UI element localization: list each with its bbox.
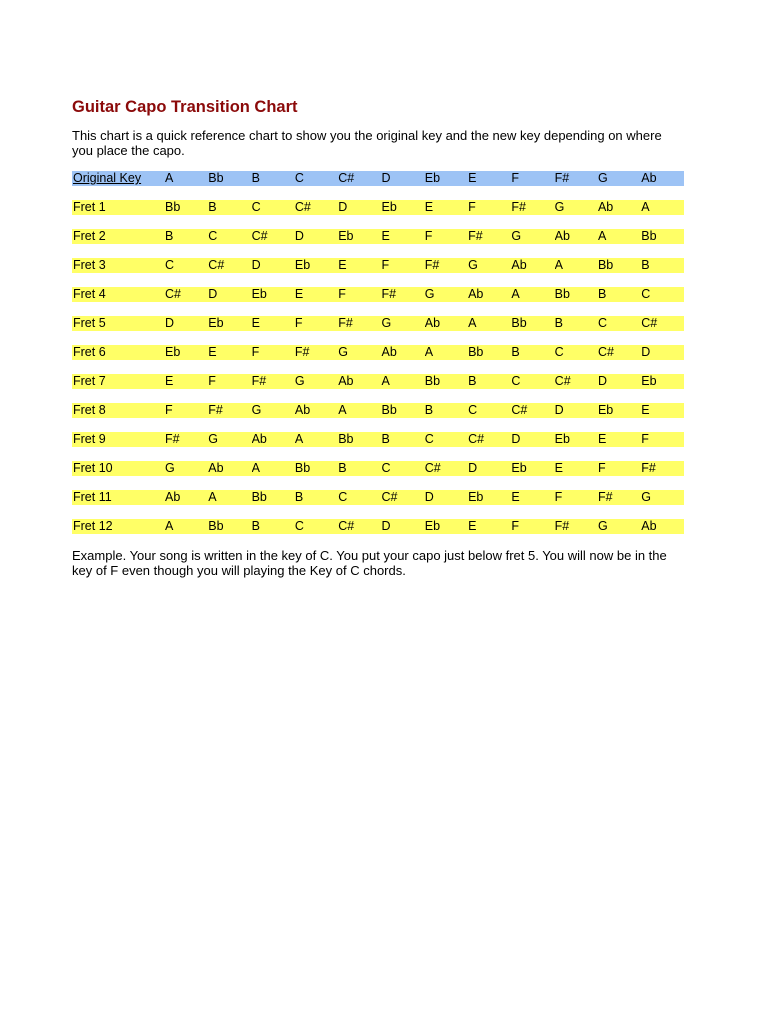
key-cell: Eb — [165, 345, 181, 359]
fret-row — [72, 432, 684, 447]
key-cell: B — [554, 316, 564, 330]
row-label: Fret 9 — [73, 432, 106, 446]
key-cell: E — [165, 374, 174, 388]
row-label: Original Key — [73, 171, 142, 185]
key-cell: B — [381, 432, 390, 446]
key-cell: D — [641, 345, 651, 359]
key-cell: C — [208, 229, 218, 243]
row-label: Fret 4 — [73, 287, 106, 301]
key-cell: Ab — [511, 258, 527, 272]
key-cell: Bb — [597, 258, 614, 272]
key-cell: Bb — [251, 490, 267, 504]
key-cell: C — [424, 432, 434, 446]
row-label: Fret 7 — [73, 374, 106, 388]
key-cell: G — [641, 490, 651, 504]
key-cell: B — [251, 519, 260, 533]
key-cell: Ab — [597, 200, 614, 214]
key-cell: F# — [251, 374, 267, 388]
fret-row — [72, 345, 684, 360]
key-cell: A — [338, 403, 347, 417]
key-cell: F — [294, 316, 303, 330]
document-page — [72, 96, 684, 578]
key-cell: C# — [554, 374, 571, 388]
key-cell: Eb — [294, 258, 311, 272]
key-cell: C — [251, 200, 261, 214]
key-cell: B — [597, 287, 607, 301]
key-cell: G — [338, 345, 348, 359]
key-cell: C# — [294, 200, 311, 214]
key-cell: C — [381, 461, 391, 475]
key-cell: D — [208, 287, 218, 301]
key-cell: Bb — [381, 403, 397, 417]
key-cell: Ab — [165, 490, 181, 504]
key-cell: Ab — [424, 316, 441, 330]
fret-row — [72, 258, 684, 273]
key-cell: C — [338, 490, 348, 504]
key-cell: E — [294, 287, 304, 301]
key-cell: F — [511, 171, 520, 185]
key-cell: Eb — [511, 461, 527, 475]
key-cell: Eb — [597, 403, 614, 417]
key-cell: D — [251, 258, 261, 272]
key-cell: G — [468, 258, 478, 272]
key-cell: Eb — [381, 200, 397, 214]
key-cell: A — [294, 432, 304, 446]
key-cell: C# — [424, 461, 441, 475]
key-cell: G — [511, 229, 522, 243]
fret-row — [72, 519, 684, 534]
key-cell: D — [554, 403, 564, 417]
key-cell: C# — [208, 258, 225, 272]
key-cell: F# — [381, 287, 397, 301]
key-cell: Ab — [251, 432, 267, 446]
key-cell: C — [165, 258, 175, 272]
key-cell: B — [338, 461, 347, 475]
key-cell: E — [208, 345, 217, 359]
key-cell: B — [251, 171, 260, 185]
key-cell: G — [294, 374, 305, 388]
key-cell: E — [468, 519, 477, 533]
key-cell: F — [468, 200, 476, 214]
key-cell: Bb — [468, 345, 484, 359]
key-cell: G — [208, 432, 219, 446]
row-label: Fret 11 — [73, 490, 112, 504]
key-cell: F# — [554, 171, 570, 185]
key-cell: C — [554, 345, 564, 359]
key-cell: Eb — [251, 287, 267, 301]
key-cell: Ab — [381, 345, 397, 359]
key-cell: Bb — [511, 316, 527, 330]
key-cell: G — [597, 519, 608, 533]
key-cell: B — [641, 258, 650, 272]
key-cell: B — [468, 374, 477, 388]
capo-chart-table — [72, 171, 684, 534]
key-cell: D — [511, 432, 521, 446]
key-cell: G — [381, 316, 392, 330]
row-label: Fret 12 — [73, 519, 113, 533]
key-cell: A — [468, 316, 477, 330]
row-label: Fret 5 — [73, 316, 106, 330]
row-label: Fret 1 — [73, 200, 106, 214]
key-cell: C# — [338, 519, 355, 533]
key-cell: Eb — [468, 490, 484, 504]
key-cell: B — [208, 200, 217, 214]
key-cell: F# — [338, 316, 353, 330]
key-cell: C# — [641, 316, 658, 330]
fret-row — [72, 200, 684, 215]
key-cell: Bb — [208, 171, 224, 185]
key-cell: C — [511, 374, 521, 388]
key-cell: F# — [165, 432, 180, 446]
key-cell: Bb — [424, 374, 441, 388]
key-cell: Ab — [338, 374, 354, 388]
key-cell: C# — [597, 345, 614, 359]
fret-row — [72, 461, 684, 476]
key-cell: Eb — [424, 171, 441, 185]
key-cell: B — [294, 490, 304, 504]
key-cell: F# — [468, 229, 483, 243]
key-cell: D — [381, 519, 391, 533]
key-cell: Ab — [208, 461, 224, 475]
key-cell: E — [251, 316, 260, 330]
key-cell: G — [165, 461, 175, 475]
key-cell: Eb — [424, 519, 441, 533]
key-cell: D — [381, 171, 391, 185]
key-cell: Ab — [641, 171, 657, 185]
key-cell: F# — [554, 519, 570, 533]
key-cell: C — [597, 316, 607, 330]
key-cell: C# — [165, 287, 181, 301]
key-cell: A — [165, 171, 174, 185]
key-cell: F# — [294, 345, 310, 359]
row-label: Fret 2 — [73, 229, 106, 243]
row-label: Fret 10 — [73, 461, 113, 475]
fret-row — [72, 287, 684, 302]
row-label: Fret 6 — [73, 345, 106, 359]
key-cell: A — [165, 519, 174, 533]
key-cell: Eb — [554, 432, 570, 446]
key-cell: D — [338, 200, 348, 214]
example-paragraph: Example. Your song is written in the key of C. You put your capo just below fret 5. You will now be in the key of F even though you will playing the Key of C chords. — [72, 548, 667, 578]
key-cell: Bb — [641, 229, 657, 243]
key-cell: C — [468, 403, 478, 417]
key-cell: E — [554, 461, 564, 475]
key-cell: F — [554, 490, 563, 504]
key-cell: D — [165, 316, 175, 330]
key-cell: E — [338, 258, 347, 272]
key-cell: G — [251, 403, 262, 417]
intro-paragraph: This chart is a quick reference chart to show you the original key and the new key depending on where you place the capo. — [72, 128, 662, 158]
fret-row — [72, 229, 684, 244]
key-cell: Ab — [294, 403, 311, 417]
key-cell: G — [554, 200, 565, 214]
key-cell: Bb — [554, 287, 570, 301]
key-cell: F — [641, 432, 649, 446]
row-label: Fret 8 — [73, 403, 106, 417]
key-cell: A — [597, 229, 607, 243]
key-cell: F — [165, 403, 173, 417]
key-cell: F# — [424, 258, 440, 272]
fret-row — [72, 403, 684, 418]
key-cell: A — [251, 461, 260, 475]
key-cell: F — [424, 229, 433, 243]
key-cell: Eb — [641, 374, 657, 388]
key-cell: B — [511, 345, 520, 359]
key-cell: A — [641, 200, 650, 214]
header-row-original-key — [72, 171, 684, 186]
key-cell: G — [424, 287, 435, 301]
key-cell: F — [251, 345, 260, 359]
key-cell: F — [511, 519, 520, 533]
key-cell: D — [294, 229, 304, 243]
key-cell: C# — [381, 490, 398, 504]
page-title: Guitar Capo Transition Chart — [72, 98, 298, 116]
key-cell: Bb — [338, 432, 354, 446]
key-cell: Eb — [208, 316, 224, 330]
key-cell: A — [424, 345, 434, 359]
key-cell: C — [294, 171, 304, 185]
key-cell: Bb — [294, 461, 311, 475]
key-cell: G — [597, 171, 608, 185]
key-cell: Eb — [338, 229, 354, 243]
key-cell: B — [424, 403, 434, 417]
key-cell: C — [294, 519, 304, 533]
row-label: Fret 3 — [73, 258, 106, 272]
key-cell: F — [381, 258, 390, 272]
key-cell: C# — [251, 229, 268, 243]
key-cell: C — [641, 287, 651, 301]
key-cell: E — [424, 200, 434, 214]
key-cell: A — [208, 490, 217, 504]
key-cell: F — [597, 461, 606, 475]
key-cell: F# — [641, 461, 656, 475]
key-cell: B — [165, 229, 174, 243]
key-cell: E — [641, 403, 650, 417]
key-cell: E — [597, 432, 607, 446]
key-cell: E — [511, 490, 520, 504]
key-cell: A — [511, 287, 520, 301]
fret-row — [72, 316, 684, 331]
key-cell: C# — [468, 432, 485, 446]
key-cell: E — [381, 229, 390, 243]
key-cell: D — [468, 461, 478, 475]
key-cell: F# — [511, 200, 526, 214]
key-cell: Ab — [641, 519, 657, 533]
key-cell: A — [554, 258, 564, 272]
key-cell: D — [424, 490, 434, 504]
key-cell: D — [597, 374, 607, 388]
key-cell: F# — [597, 490, 613, 504]
key-cell: Bb — [208, 519, 224, 533]
key-cell: E — [468, 171, 477, 185]
key-cell: C# — [338, 171, 355, 185]
key-cell: Bb — [165, 200, 181, 214]
fret-row — [72, 374, 684, 389]
key-cell: C# — [511, 403, 528, 417]
key-cell: A — [381, 374, 390, 388]
key-cell: F — [338, 287, 346, 301]
key-cell: Ab — [468, 287, 484, 301]
key-cell: Ab — [554, 229, 570, 243]
key-cell: F# — [208, 403, 223, 417]
key-cell: F — [208, 374, 216, 388]
fret-row — [72, 490, 684, 505]
